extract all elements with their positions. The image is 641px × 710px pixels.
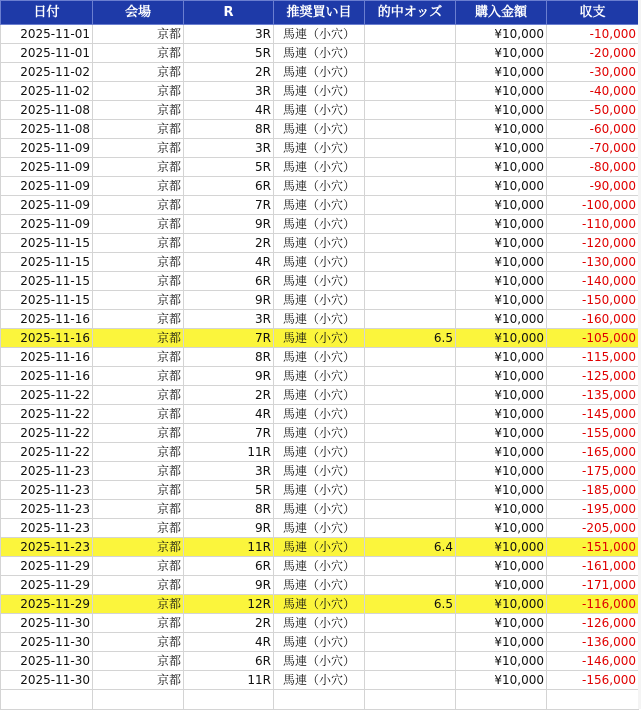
cell-venue[interactable]: 京都: [93, 272, 184, 291]
table-row: [1, 253, 639, 272]
cell-odds[interactable]: [365, 386, 456, 405]
table-row: [1, 291, 639, 310]
cell-profit-loss[interactable]: -150,000: [547, 291, 639, 310]
cell-odds[interactable]: [365, 291, 456, 310]
cell-venue[interactable]: 京都: [93, 63, 184, 82]
cell-date[interactable]: 2025-11-08: [1, 120, 93, 139]
cell-profit-loss[interactable]: -175,000: [547, 462, 639, 481]
cell-venue[interactable]: 京都: [93, 367, 184, 386]
cell-race[interactable]: 6R: [184, 652, 274, 671]
table-row: [1, 462, 639, 481]
cell-odds[interactable]: [365, 500, 456, 519]
cell-amount[interactable]: ¥10,000: [456, 310, 547, 329]
cell-profit-loss[interactable]: -156,000: [547, 671, 639, 690]
cell-venue[interactable]: 京都: [93, 196, 184, 215]
cell-amount[interactable]: ¥10,000: [456, 462, 547, 481]
cell-amount[interactable]: ¥10,000: [456, 196, 547, 215]
cell-race[interactable]: 2R: [184, 234, 274, 253]
cell-bet[interactable]: 馬連（小穴）: [274, 310, 365, 329]
cell-race[interactable]: 5R: [184, 158, 274, 177]
cell-odds[interactable]: [365, 215, 456, 234]
cell-bet[interactable]: 馬連（小穴）: [274, 253, 365, 272]
table-row: [1, 481, 639, 500]
cell-amount[interactable]: ¥10,000: [456, 253, 547, 272]
cell-date[interactable]: 2025-11-23: [1, 462, 93, 481]
cell-date[interactable]: 2025-11-22: [1, 443, 93, 462]
cell-odds[interactable]: [365, 519, 456, 538]
cell-bet[interactable]: 馬連（小穴）: [274, 367, 365, 386]
table-row: [1, 652, 639, 671]
cell-bet[interactable]: 馬連（小穴）: [274, 424, 365, 443]
cell-bet[interactable]: 馬連（小穴）: [274, 595, 365, 614]
cell-date[interactable]: 2025-11-22: [1, 405, 93, 424]
cell-venue[interactable]: 京都: [93, 462, 184, 481]
table-row: [1, 614, 639, 633]
cell-race[interactable]: 7R: [184, 329, 274, 348]
cell-date[interactable]: 2025-11-16: [1, 348, 93, 367]
cell-bet[interactable]: 馬連（小穴）: [274, 443, 365, 462]
cell-odds[interactable]: [365, 576, 456, 595]
cell-race[interactable]: 9R: [184, 576, 274, 595]
cell-date[interactable]: 2025-11-30: [1, 671, 93, 690]
cell-venue[interactable]: 京都: [93, 158, 184, 177]
cell-race[interactable]: 9R: [184, 215, 274, 234]
cell-profit-loss[interactable]: -125,000: [547, 367, 639, 386]
table-row: [1, 272, 639, 291]
cell-profit-loss[interactable]: -30,000: [547, 63, 639, 82]
cell-amount[interactable]: ¥10,000: [456, 367, 547, 386]
table-row: [1, 215, 639, 234]
cell-bet[interactable]: 馬連（小穴）: [274, 538, 365, 557]
cell-profit-loss[interactable]: -140,000: [547, 272, 639, 291]
cell-race[interactable]: 7R: [184, 424, 274, 443]
cell-bet[interactable]: 馬連（小穴）: [274, 139, 365, 158]
header-race[interactable]: R: [184, 1, 274, 25]
cell-race[interactable]: 2R: [184, 63, 274, 82]
cell-profit-loss[interactable]: -120,000: [547, 234, 639, 253]
cell-race[interactable]: 9R: [184, 291, 274, 310]
empty-cell[interactable]: [1, 690, 93, 710]
cell-profit-loss[interactable]: -20,000: [547, 44, 639, 63]
cell-profit-loss[interactable]: -160,000: [547, 310, 639, 329]
cell-venue[interactable]: 京都: [93, 424, 184, 443]
cell-date[interactable]: 2025-11-30: [1, 633, 93, 652]
cell-date[interactable]: 2025-11-29: [1, 595, 93, 614]
empty-cell[interactable]: [274, 690, 365, 710]
cell-profit-loss[interactable]: -105,000: [547, 329, 639, 348]
cell-amount[interactable]: ¥10,000: [456, 348, 547, 367]
cell-date[interactable]: 2025-11-09: [1, 215, 93, 234]
cell-race[interactable]: 8R: [184, 120, 274, 139]
cell-profit-loss[interactable]: -115,000: [547, 348, 639, 367]
cell-venue[interactable]: 京都: [93, 291, 184, 310]
cell-bet[interactable]: 馬連（小穴）: [274, 272, 365, 291]
cell-profit-loss[interactable]: -136,000: [547, 633, 639, 652]
cell-bet[interactable]: 馬連（小穴）: [274, 652, 365, 671]
cell-odds[interactable]: [365, 272, 456, 291]
cell-race[interactable]: 3R: [184, 462, 274, 481]
cell-date[interactable]: 2025-11-15: [1, 272, 93, 291]
cell-venue[interactable]: 京都: [93, 101, 184, 120]
cell-amount[interactable]: ¥10,000: [456, 500, 547, 519]
cell-odds[interactable]: [365, 671, 456, 690]
cell-date[interactable]: 2025-11-02: [1, 63, 93, 82]
cell-bet[interactable]: 馬連（小穴）: [274, 633, 365, 652]
cell-date[interactable]: 2025-11-29: [1, 557, 93, 576]
cell-odds[interactable]: [365, 462, 456, 481]
cell-race[interactable]: 11R: [184, 538, 274, 557]
cell-race[interactable]: 9R: [184, 519, 274, 538]
cell-race[interactable]: 4R: [184, 253, 274, 272]
table-row: [1, 158, 639, 177]
table-row: [1, 500, 639, 519]
cell-profit-loss[interactable]: -145,000: [547, 405, 639, 424]
cell-amount[interactable]: ¥10,000: [456, 139, 547, 158]
cell-bet[interactable]: 馬連（小穴）: [274, 44, 365, 63]
cell-bet[interactable]: 馬連（小穴）: [274, 348, 365, 367]
cell-profit-loss[interactable]: -70,000: [547, 139, 639, 158]
cell-venue[interactable]: 京都: [93, 310, 184, 329]
cell-amount[interactable]: ¥10,000: [456, 101, 547, 120]
empty-cell[interactable]: [93, 690, 184, 710]
cell-amount[interactable]: ¥10,000: [456, 614, 547, 633]
cell-bet[interactable]: 馬連（小穴）: [274, 63, 365, 82]
cell-profit-loss[interactable]: -151,000: [547, 538, 639, 557]
cell-amount[interactable]: ¥10,000: [456, 158, 547, 177]
table-row: [1, 139, 639, 158]
cell-amount[interactable]: ¥10,000: [456, 291, 547, 310]
cell-race[interactable]: 4R: [184, 101, 274, 120]
cell-venue[interactable]: 京都: [93, 519, 184, 538]
cell-race[interactable]: 2R: [184, 386, 274, 405]
cell-bet[interactable]: 馬連（小穴）: [274, 120, 365, 139]
cell-bet[interactable]: 馬連（小穴）: [274, 386, 365, 405]
cell-venue[interactable]: 京都: [93, 481, 184, 500]
cell-date[interactable]: 2025-11-16: [1, 329, 93, 348]
table-row: [1, 348, 639, 367]
cell-amount[interactable]: ¥10,000: [456, 424, 547, 443]
cell-bet[interactable]: 馬連（小穴）: [274, 234, 365, 253]
cell-date[interactable]: 2025-11-23: [1, 500, 93, 519]
cell-odds[interactable]: [365, 63, 456, 82]
cell-odds[interactable]: [365, 348, 456, 367]
header-amount[interactable]: 購入金額: [456, 1, 547, 25]
cell-date[interactable]: 2025-11-16: [1, 310, 93, 329]
cell-race[interactable]: 8R: [184, 348, 274, 367]
cell-race[interactable]: 11R: [184, 443, 274, 462]
table-row: [1, 519, 639, 538]
cell-date[interactable]: 2025-11-09: [1, 158, 93, 177]
cell-date[interactable]: 2025-11-23: [1, 519, 93, 538]
cell-race[interactable]: 6R: [184, 557, 274, 576]
header-row: [1, 1, 639, 25]
cell-venue[interactable]: 京都: [93, 139, 184, 158]
cell-odds[interactable]: [365, 557, 456, 576]
cell-odds[interactable]: [365, 310, 456, 329]
cell-amount[interactable]: ¥10,000: [456, 671, 547, 690]
table-row: [1, 386, 639, 405]
cell-date[interactable]: 2025-11-23: [1, 481, 93, 500]
cell-race[interactable]: 4R: [184, 633, 274, 652]
cell-profit-loss[interactable]: -10,000: [547, 25, 639, 44]
cell-odds[interactable]: [365, 424, 456, 443]
header-date[interactable]: 日付: [1, 1, 93, 25]
table-row: [1, 196, 639, 215]
cell-odds[interactable]: [365, 120, 456, 139]
header-venue[interactable]: 会場: [93, 1, 184, 25]
cell-profit-loss[interactable]: -185,000: [547, 481, 639, 500]
cell-profit-loss[interactable]: -90,000: [547, 177, 639, 196]
cell-amount[interactable]: ¥10,000: [456, 120, 547, 139]
cell-race[interactable]: 8R: [184, 500, 274, 519]
cell-amount[interactable]: ¥10,000: [456, 595, 547, 614]
table-row: [1, 595, 639, 614]
cell-odds[interactable]: [365, 614, 456, 633]
cell-odds[interactable]: 6.5: [365, 595, 456, 614]
cell-amount[interactable]: ¥10,000: [456, 63, 547, 82]
table-row: [1, 101, 639, 120]
cell-amount[interactable]: ¥10,000: [456, 443, 547, 462]
empty-cell[interactable]: [184, 690, 274, 710]
cell-date[interactable]: 2025-11-23: [1, 538, 93, 557]
cell-bet[interactable]: 馬連（小穴）: [274, 519, 365, 538]
cell-profit-loss[interactable]: -110,000: [547, 215, 639, 234]
cell-odds[interactable]: 6.4: [365, 538, 456, 557]
table-row: [1, 310, 639, 329]
table-row: [1, 405, 639, 424]
cell-profit-loss[interactable]: -130,000: [547, 253, 639, 272]
cell-bet[interactable]: 馬連（小穴）: [274, 462, 365, 481]
cell-amount[interactable]: ¥10,000: [456, 272, 547, 291]
cell-odds[interactable]: [365, 158, 456, 177]
table-row: [1, 329, 639, 348]
cell-amount[interactable]: ¥10,000: [456, 82, 547, 101]
cell-odds[interactable]: [365, 44, 456, 63]
cell-amount[interactable]: ¥10,000: [456, 329, 547, 348]
cell-bet[interactable]: 馬連（小穴）: [274, 158, 365, 177]
cell-race[interactable]: 11R: [184, 671, 274, 690]
cell-odds[interactable]: [365, 253, 456, 272]
cell-venue[interactable]: 京都: [93, 120, 184, 139]
table-row: [1, 671, 639, 690]
cell-race[interactable]: 6R: [184, 272, 274, 291]
cell-amount[interactable]: ¥10,000: [456, 519, 547, 538]
cell-date[interactable]: 2025-11-29: [1, 576, 93, 595]
table-row: [1, 177, 639, 196]
cell-profit-loss[interactable]: -116,000: [547, 595, 639, 614]
cell-bet[interactable]: 馬連（小穴）: [274, 500, 365, 519]
cell-race[interactable]: 2R: [184, 614, 274, 633]
table-row: [1, 538, 639, 557]
table-row: [1, 424, 639, 443]
cell-venue[interactable]: 京都: [93, 557, 184, 576]
cell-venue[interactable]: 京都: [93, 234, 184, 253]
cell-amount[interactable]: ¥10,000: [456, 405, 547, 424]
cell-profit-loss[interactable]: -171,000: [547, 576, 639, 595]
cell-race[interactable]: 12R: [184, 595, 274, 614]
cell-amount[interactable]: ¥10,000: [456, 633, 547, 652]
cell-race[interactable]: 9R: [184, 367, 274, 386]
cell-amount[interactable]: ¥10,000: [456, 386, 547, 405]
cell-odds[interactable]: [365, 367, 456, 386]
header-bet[interactable]: 推奨買い目: [274, 1, 365, 25]
cell-venue[interactable]: 京都: [93, 614, 184, 633]
cell-race[interactable]: 5R: [184, 44, 274, 63]
cell-venue[interactable]: 京都: [93, 253, 184, 272]
cell-profit-loss[interactable]: -80,000: [547, 158, 639, 177]
cell-date[interactable]: 2025-11-09: [1, 196, 93, 215]
cell-amount[interactable]: ¥10,000: [456, 44, 547, 63]
cell-date[interactable]: 2025-11-15: [1, 253, 93, 272]
cell-amount[interactable]: ¥10,000: [456, 234, 547, 253]
cell-bet[interactable]: 馬連（小穴）: [274, 481, 365, 500]
cell-odds[interactable]: [365, 652, 456, 671]
cell-profit-loss[interactable]: -50,000: [547, 101, 639, 120]
cell-bet[interactable]: 馬連（小穴）: [274, 101, 365, 120]
cell-venue[interactable]: 京都: [93, 652, 184, 671]
cell-amount[interactable]: ¥10,000: [456, 576, 547, 595]
table-row: [1, 25, 639, 44]
cell-odds[interactable]: [365, 82, 456, 101]
cell-profit-loss[interactable]: -146,000: [547, 652, 639, 671]
cell-race[interactable]: 7R: [184, 196, 274, 215]
cell-profit-loss[interactable]: -60,000: [547, 120, 639, 139]
table-row: [1, 63, 639, 82]
cell-odds[interactable]: [365, 234, 456, 253]
cell-amount[interactable]: ¥10,000: [456, 481, 547, 500]
cell-date[interactable]: 2025-11-30: [1, 652, 93, 671]
cell-date[interactable]: 2025-11-01: [1, 44, 93, 63]
cell-date[interactable]: 2025-11-08: [1, 101, 93, 120]
table-row: [1, 443, 639, 462]
cell-date[interactable]: 2025-11-15: [1, 234, 93, 253]
cell-odds[interactable]: [365, 405, 456, 424]
cell-date[interactable]: 2025-11-15: [1, 291, 93, 310]
cell-bet[interactable]: 馬連（小穴）: [274, 215, 365, 234]
cell-date[interactable]: 2025-11-22: [1, 386, 93, 405]
cell-odds[interactable]: [365, 481, 456, 500]
cell-venue[interactable]: 京都: [93, 443, 184, 462]
table-row: [1, 120, 639, 139]
cell-profit-loss[interactable]: -135,000: [547, 386, 639, 405]
cell-odds[interactable]: [365, 633, 456, 652]
cell-venue[interactable]: 京都: [93, 405, 184, 424]
cell-race[interactable]: 6R: [184, 177, 274, 196]
cell-bet[interactable]: 馬連（小穴）: [274, 196, 365, 215]
cell-amount[interactable]: ¥10,000: [456, 177, 547, 196]
table-row: [1, 234, 639, 253]
cell-race[interactable]: 4R: [184, 405, 274, 424]
cell-date[interactable]: 2025-11-01: [1, 25, 93, 44]
cell-venue[interactable]: 京都: [93, 348, 184, 367]
cell-profit-loss[interactable]: -165,000: [547, 443, 639, 462]
cell-date[interactable]: 2025-11-22: [1, 424, 93, 443]
cell-venue[interactable]: 京都: [93, 177, 184, 196]
table-row: [1, 44, 639, 63]
cell-date[interactable]: 2025-11-09: [1, 177, 93, 196]
empty-cell[interactable]: [456, 690, 547, 710]
header-profit-loss[interactable]: 収支: [547, 1, 639, 25]
cell-profit-loss[interactable]: -126,000: [547, 614, 639, 633]
table-row: [1, 367, 639, 386]
cell-date[interactable]: 2025-11-30: [1, 614, 93, 633]
cell-venue[interactable]: 京都: [93, 671, 184, 690]
table-row: [1, 82, 639, 101]
cell-odds[interactable]: [365, 443, 456, 462]
cell-amount[interactable]: ¥10,000: [456, 538, 547, 557]
cell-amount[interactable]: ¥10,000: [456, 557, 547, 576]
cell-bet[interactable]: 馬連（小穴）: [274, 291, 365, 310]
cell-venue[interactable]: 京都: [93, 576, 184, 595]
cell-amount[interactable]: ¥10,000: [456, 25, 547, 44]
cell-bet[interactable]: 馬連（小穴）: [274, 82, 365, 101]
cell-bet[interactable]: 馬連（小穴）: [274, 405, 365, 424]
cell-profit-loss[interactable]: -40,000: [547, 82, 639, 101]
table-row: [1, 576, 639, 595]
cell-venue[interactable]: 京都: [93, 386, 184, 405]
cell-venue[interactable]: 京都: [93, 633, 184, 652]
cell-odds[interactable]: [365, 25, 456, 44]
cell-race[interactable]: 3R: [184, 82, 274, 101]
cell-amount[interactable]: ¥10,000: [456, 215, 547, 234]
cell-profit-loss[interactable]: -195,000: [547, 500, 639, 519]
cell-venue[interactable]: 京都: [93, 215, 184, 234]
cell-venue[interactable]: 京都: [93, 25, 184, 44]
table-row: [1, 633, 639, 652]
cell-odds[interactable]: [365, 139, 456, 158]
cell-odds[interactable]: [365, 196, 456, 215]
empty-row: [1, 690, 639, 710]
cell-bet[interactable]: 馬連（小穴）: [274, 576, 365, 595]
cell-venue[interactable]: 京都: [93, 500, 184, 519]
cell-bet[interactable]: 馬連（小穴）: [274, 557, 365, 576]
cell-date[interactable]: 2025-11-02: [1, 82, 93, 101]
cell-amount[interactable]: ¥10,000: [456, 652, 547, 671]
cell-bet[interactable]: 馬連（小穴）: [274, 671, 365, 690]
cell-venue[interactable]: 京都: [93, 329, 184, 348]
cell-profit-loss[interactable]: -155,000: [547, 424, 639, 443]
table-row: [1, 557, 639, 576]
cell-bet[interactable]: 馬連（小穴）: [274, 177, 365, 196]
cell-venue[interactable]: 京都: [93, 44, 184, 63]
empty-cell[interactable]: [365, 690, 456, 710]
header-odds[interactable]: 的中オッズ: [365, 1, 456, 25]
empty-cell[interactable]: [547, 690, 639, 710]
cell-odds[interactable]: 6.5: [365, 329, 456, 348]
cell-profit-loss[interactable]: -205,000: [547, 519, 639, 538]
cell-odds[interactable]: [365, 177, 456, 196]
cell-bet[interactable]: 馬連（小穴）: [274, 614, 365, 633]
cell-bet[interactable]: 馬連（小穴）: [274, 25, 365, 44]
cell-profit-loss[interactable]: -100,000: [547, 196, 639, 215]
cell-venue[interactable]: 京都: [93, 595, 184, 614]
cell-venue[interactable]: 京都: [93, 82, 184, 101]
cell-race[interactable]: 3R: [184, 310, 274, 329]
cell-profit-loss[interactable]: -161,000: [547, 557, 639, 576]
cell-race[interactable]: 3R: [184, 139, 274, 158]
cell-date[interactable]: 2025-11-16: [1, 367, 93, 386]
cell-race[interactable]: 3R: [184, 25, 274, 44]
cell-bet[interactable]: 馬連（小穴）: [274, 329, 365, 348]
cell-race[interactable]: 5R: [184, 481, 274, 500]
cell-venue[interactable]: 京都: [93, 538, 184, 557]
cell-date[interactable]: 2025-11-09: [1, 139, 93, 158]
cell-odds[interactable]: [365, 101, 456, 120]
